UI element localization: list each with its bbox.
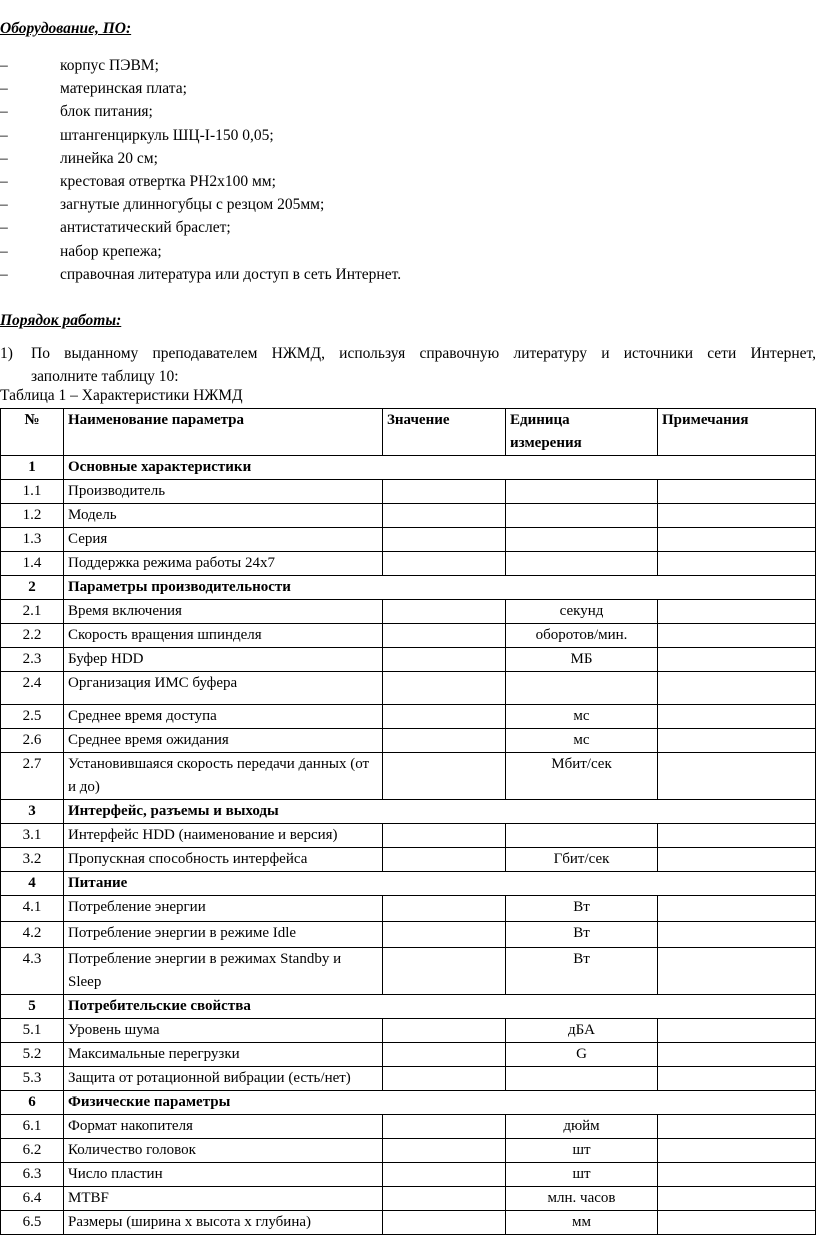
param-value-cell xyxy=(383,896,506,922)
param-name: Среднее время ожидания xyxy=(64,729,383,753)
header-name: Наименование параметра xyxy=(64,409,383,456)
table-row xyxy=(1,648,816,672)
param-number: 1.1 xyxy=(1,480,64,504)
bullet-dash: – xyxy=(0,196,8,214)
equipment-item-label: набор крепежа; xyxy=(60,242,162,260)
param-name: Среднее время доступа xyxy=(64,705,383,729)
param-unit: млн. часов xyxy=(506,1187,658,1211)
section-number: 4 xyxy=(1,872,64,896)
param-unit: G xyxy=(506,1043,658,1067)
param-name: Уровень шума xyxy=(64,1019,383,1043)
param-value-cell xyxy=(383,922,506,948)
param-unit xyxy=(506,480,658,504)
section-row xyxy=(1,872,816,896)
param-number: 2.1 xyxy=(1,600,64,624)
param-notes-cell xyxy=(658,705,816,729)
param-number: 2.5 xyxy=(1,705,64,729)
section-title: Питание xyxy=(64,872,816,896)
param-unit xyxy=(506,504,658,528)
equipment-item-label: материнская плата; xyxy=(60,80,187,98)
table-row xyxy=(1,1187,816,1211)
header-unit-line-1: Единица xyxy=(510,412,570,428)
param-notes-cell xyxy=(658,1067,816,1091)
header-num: № xyxy=(1,409,64,456)
equipment-item-label: линейка 20 см; xyxy=(60,149,158,167)
param-value-cell xyxy=(383,824,506,848)
bullet-dash: – xyxy=(0,57,8,74)
bullet-dash: – xyxy=(0,219,8,237)
equipment-heading: Оборудование, ПО: xyxy=(0,20,132,37)
param-value-cell xyxy=(383,624,506,648)
param-number: 5.3 xyxy=(1,1067,64,1091)
param-number: 4.2 xyxy=(1,922,64,948)
param-value-cell xyxy=(383,705,506,729)
section-row xyxy=(1,995,816,1019)
section-title: Интерфейс, разъемы и выходы xyxy=(64,800,816,824)
param-notes-cell xyxy=(658,1139,816,1163)
param-name: Время включения xyxy=(64,600,383,624)
param-value-cell xyxy=(383,848,506,872)
bullet-dash: – xyxy=(0,265,8,283)
section-number: 2 xyxy=(1,576,64,600)
table-row xyxy=(1,948,816,995)
table-row xyxy=(1,1019,816,1043)
param-name: MTBF xyxy=(64,1187,383,1211)
bullet-dash: – xyxy=(0,80,8,98)
table-row xyxy=(1,753,816,800)
table-row xyxy=(1,672,816,705)
param-notes-cell xyxy=(658,1019,816,1043)
param-notes-cell xyxy=(658,896,816,922)
bullet-dash: – xyxy=(0,149,8,167)
header-unit-line-2: измерения xyxy=(510,435,582,451)
equipment-item-label: крестовая отвертка PH2x100 мм; xyxy=(60,172,276,190)
section-row xyxy=(1,1091,816,1115)
param-number: 2.7 xyxy=(1,753,64,800)
equipment-item-label: загнутые длинногубцы с резцом 205мм; xyxy=(60,196,325,214)
param-value-cell xyxy=(383,1187,506,1211)
param-name: Буфер HDD xyxy=(64,648,383,672)
param-name: Пропускная способность интерфейса xyxy=(64,848,383,872)
param-unit: мм xyxy=(506,1211,658,1235)
param-notes-cell xyxy=(658,824,816,848)
param-notes-cell xyxy=(658,1043,816,1067)
section-title: Физические параметры xyxy=(64,1091,816,1115)
param-value-cell xyxy=(383,552,506,576)
equipment-item-label: антистатический браслет; xyxy=(60,219,231,237)
param-name: Модель xyxy=(64,504,383,528)
param-number: 2.2 xyxy=(1,624,64,648)
param-number: 2.6 xyxy=(1,729,64,753)
equipment-item-label: справочная литература или доступ в сеть Интернет. xyxy=(60,265,402,283)
table-row xyxy=(1,896,816,922)
header-notes: Примечания xyxy=(658,409,816,456)
param-value-cell xyxy=(383,648,506,672)
param-unit: МБ xyxy=(506,648,658,672)
param-number: 6.1 xyxy=(1,1115,64,1139)
step-number: 1) xyxy=(0,345,13,362)
bullet-dash: – xyxy=(0,242,8,260)
table-row xyxy=(1,729,816,753)
param-name: Потребление энергии в режимах Standby и Sleep xyxy=(64,948,383,995)
param-name: Количество головок xyxy=(64,1139,383,1163)
table-caption: Таблица 1 – Характеристики НЖМД xyxy=(0,387,243,404)
param-unit xyxy=(506,824,658,848)
param-number: 6.2 xyxy=(1,1139,64,1163)
param-notes-cell xyxy=(658,1163,816,1187)
param-value-cell xyxy=(383,1115,506,1139)
param-number: 5.1 xyxy=(1,1019,64,1043)
equipment-item-label: корпус ПЭВМ; xyxy=(60,57,159,74)
param-unit: дБА xyxy=(506,1019,658,1043)
param-notes-cell xyxy=(658,528,816,552)
param-unit: оборотов/мин. xyxy=(506,624,658,648)
param-name: Потребление энергии xyxy=(64,896,383,922)
section-row xyxy=(1,576,816,600)
step-text-line-1: По выданному преподавателем НЖМД, используя справочную литературу и источники сети Интернет, xyxy=(31,345,816,362)
param-value-cell xyxy=(383,1019,506,1043)
param-value-cell xyxy=(383,672,506,705)
param-name: Формат накопителя xyxy=(64,1115,383,1139)
param-unit: секунд xyxy=(506,600,658,624)
param-number: 1.2 xyxy=(1,504,64,528)
param-number: 4.3 xyxy=(1,948,64,995)
param-notes-cell xyxy=(658,729,816,753)
param-notes-cell xyxy=(658,1211,816,1235)
param-value-cell xyxy=(383,753,506,800)
param-notes-cell xyxy=(658,922,816,948)
param-notes-cell xyxy=(658,1187,816,1211)
param-value-cell xyxy=(383,480,506,504)
header-value: Значение xyxy=(383,409,506,456)
param-value-cell xyxy=(383,1067,506,1091)
table-row xyxy=(1,1067,816,1091)
param-number: 3.2 xyxy=(1,848,64,872)
param-notes-cell xyxy=(658,753,816,800)
param-name: Производитель xyxy=(64,480,383,504)
table-row xyxy=(1,552,816,576)
table-row xyxy=(1,1139,816,1163)
equipment-item-label: штангенциркуль ШЦ-I-150 0,05; xyxy=(60,126,274,144)
bullet-dash: – xyxy=(0,172,8,190)
param-unit: Вт xyxy=(506,922,658,948)
param-name: Организация ИМС буфера xyxy=(64,672,383,705)
param-name: Установившаяся скорость передачи данных (от и до) xyxy=(64,753,383,800)
section-number: 3 xyxy=(1,800,64,824)
section-number: 6 xyxy=(1,1091,64,1115)
param-notes-cell xyxy=(658,848,816,872)
table-row xyxy=(1,705,816,729)
hdd-spec-table xyxy=(0,408,816,1235)
param-number: 1.3 xyxy=(1,528,64,552)
param-value-cell xyxy=(383,600,506,624)
param-unit: мс xyxy=(506,729,658,753)
param-notes-cell xyxy=(658,552,816,576)
param-value-cell xyxy=(383,504,506,528)
section-number: 5 xyxy=(1,995,64,1019)
param-name: Число пластин xyxy=(64,1163,383,1187)
param-unit xyxy=(506,552,658,576)
param-number: 6.3 xyxy=(1,1163,64,1187)
param-name: Максимальные перегрузки xyxy=(64,1043,383,1067)
table-row xyxy=(1,824,816,848)
param-notes-cell xyxy=(658,480,816,504)
param-number: 2.4 xyxy=(1,672,64,705)
section-title: Потребительские свойства xyxy=(64,995,816,1019)
table-row xyxy=(1,1163,816,1187)
bullet-dash: – xyxy=(0,103,8,121)
param-unit xyxy=(506,1067,658,1091)
param-name: Потребление энергии в режиме Idle xyxy=(64,922,383,948)
table-row xyxy=(1,1115,816,1139)
table-header-row xyxy=(1,409,816,456)
param-unit xyxy=(506,528,658,552)
param-value-cell xyxy=(383,948,506,995)
param-unit xyxy=(506,672,658,705)
param-unit: Мбит/сек xyxy=(506,753,658,800)
param-unit: Гбит/сек xyxy=(506,848,658,872)
param-unit: шт xyxy=(506,1139,658,1163)
param-number: 1.4 xyxy=(1,552,64,576)
table-body xyxy=(1,456,816,1235)
param-name: Скорость вращения шпинделя xyxy=(64,624,383,648)
param-notes-cell xyxy=(658,948,816,995)
section-title: Параметры производительности xyxy=(64,576,816,600)
param-number: 6.5 xyxy=(1,1211,64,1235)
param-unit: Вт xyxy=(506,896,658,922)
param-number: 3.1 xyxy=(1,824,64,848)
param-unit: Вт xyxy=(506,948,658,995)
param-name: Серия xyxy=(64,528,383,552)
table-row xyxy=(1,504,816,528)
step-text-line-2: заполните таблицу 10: xyxy=(31,368,179,385)
section-row xyxy=(1,456,816,480)
param-value-cell xyxy=(383,1211,506,1235)
table-row xyxy=(1,624,816,648)
param-notes-cell xyxy=(658,672,816,705)
param-notes-cell xyxy=(658,600,816,624)
param-value-cell xyxy=(383,1139,506,1163)
param-unit: мс xyxy=(506,705,658,729)
table-row xyxy=(1,1043,816,1067)
equipment-item-label: блок питания; xyxy=(60,103,153,121)
param-value-cell xyxy=(383,1043,506,1067)
param-number: 6.4 xyxy=(1,1187,64,1211)
param-name: Интерфейс HDD (наименование и версия) xyxy=(64,824,383,848)
param-notes-cell xyxy=(658,504,816,528)
table-row xyxy=(1,600,816,624)
param-name: Поддержка режима работы 24x7 xyxy=(64,552,383,576)
param-value-cell xyxy=(383,729,506,753)
param-value-cell xyxy=(383,528,506,552)
param-name: Защита от ротационной вибрации (есть/нет) xyxy=(64,1067,383,1091)
table-row xyxy=(1,922,816,948)
param-notes-cell xyxy=(658,1115,816,1139)
section-row xyxy=(1,800,816,824)
section-title: Основные характеристики xyxy=(64,456,816,480)
table-row xyxy=(1,528,816,552)
section-number: 1 xyxy=(1,456,64,480)
table-row xyxy=(1,480,816,504)
procedure-heading: Порядок работы: xyxy=(0,312,122,329)
param-name: Размеры (ширина x высота x глубина) xyxy=(64,1211,383,1235)
bullet-dash: – xyxy=(0,126,8,144)
table-row xyxy=(1,848,816,872)
param-number: 4.1 xyxy=(1,896,64,922)
param-notes-cell xyxy=(658,624,816,648)
table-row xyxy=(1,1211,816,1235)
param-unit: дюйм xyxy=(506,1115,658,1139)
param-number: 2.3 xyxy=(1,648,64,672)
param-value-cell xyxy=(383,1163,506,1187)
header-unit xyxy=(506,409,658,456)
param-unit: шт xyxy=(506,1163,658,1187)
param-number: 5.2 xyxy=(1,1043,64,1067)
param-notes-cell xyxy=(658,648,816,672)
